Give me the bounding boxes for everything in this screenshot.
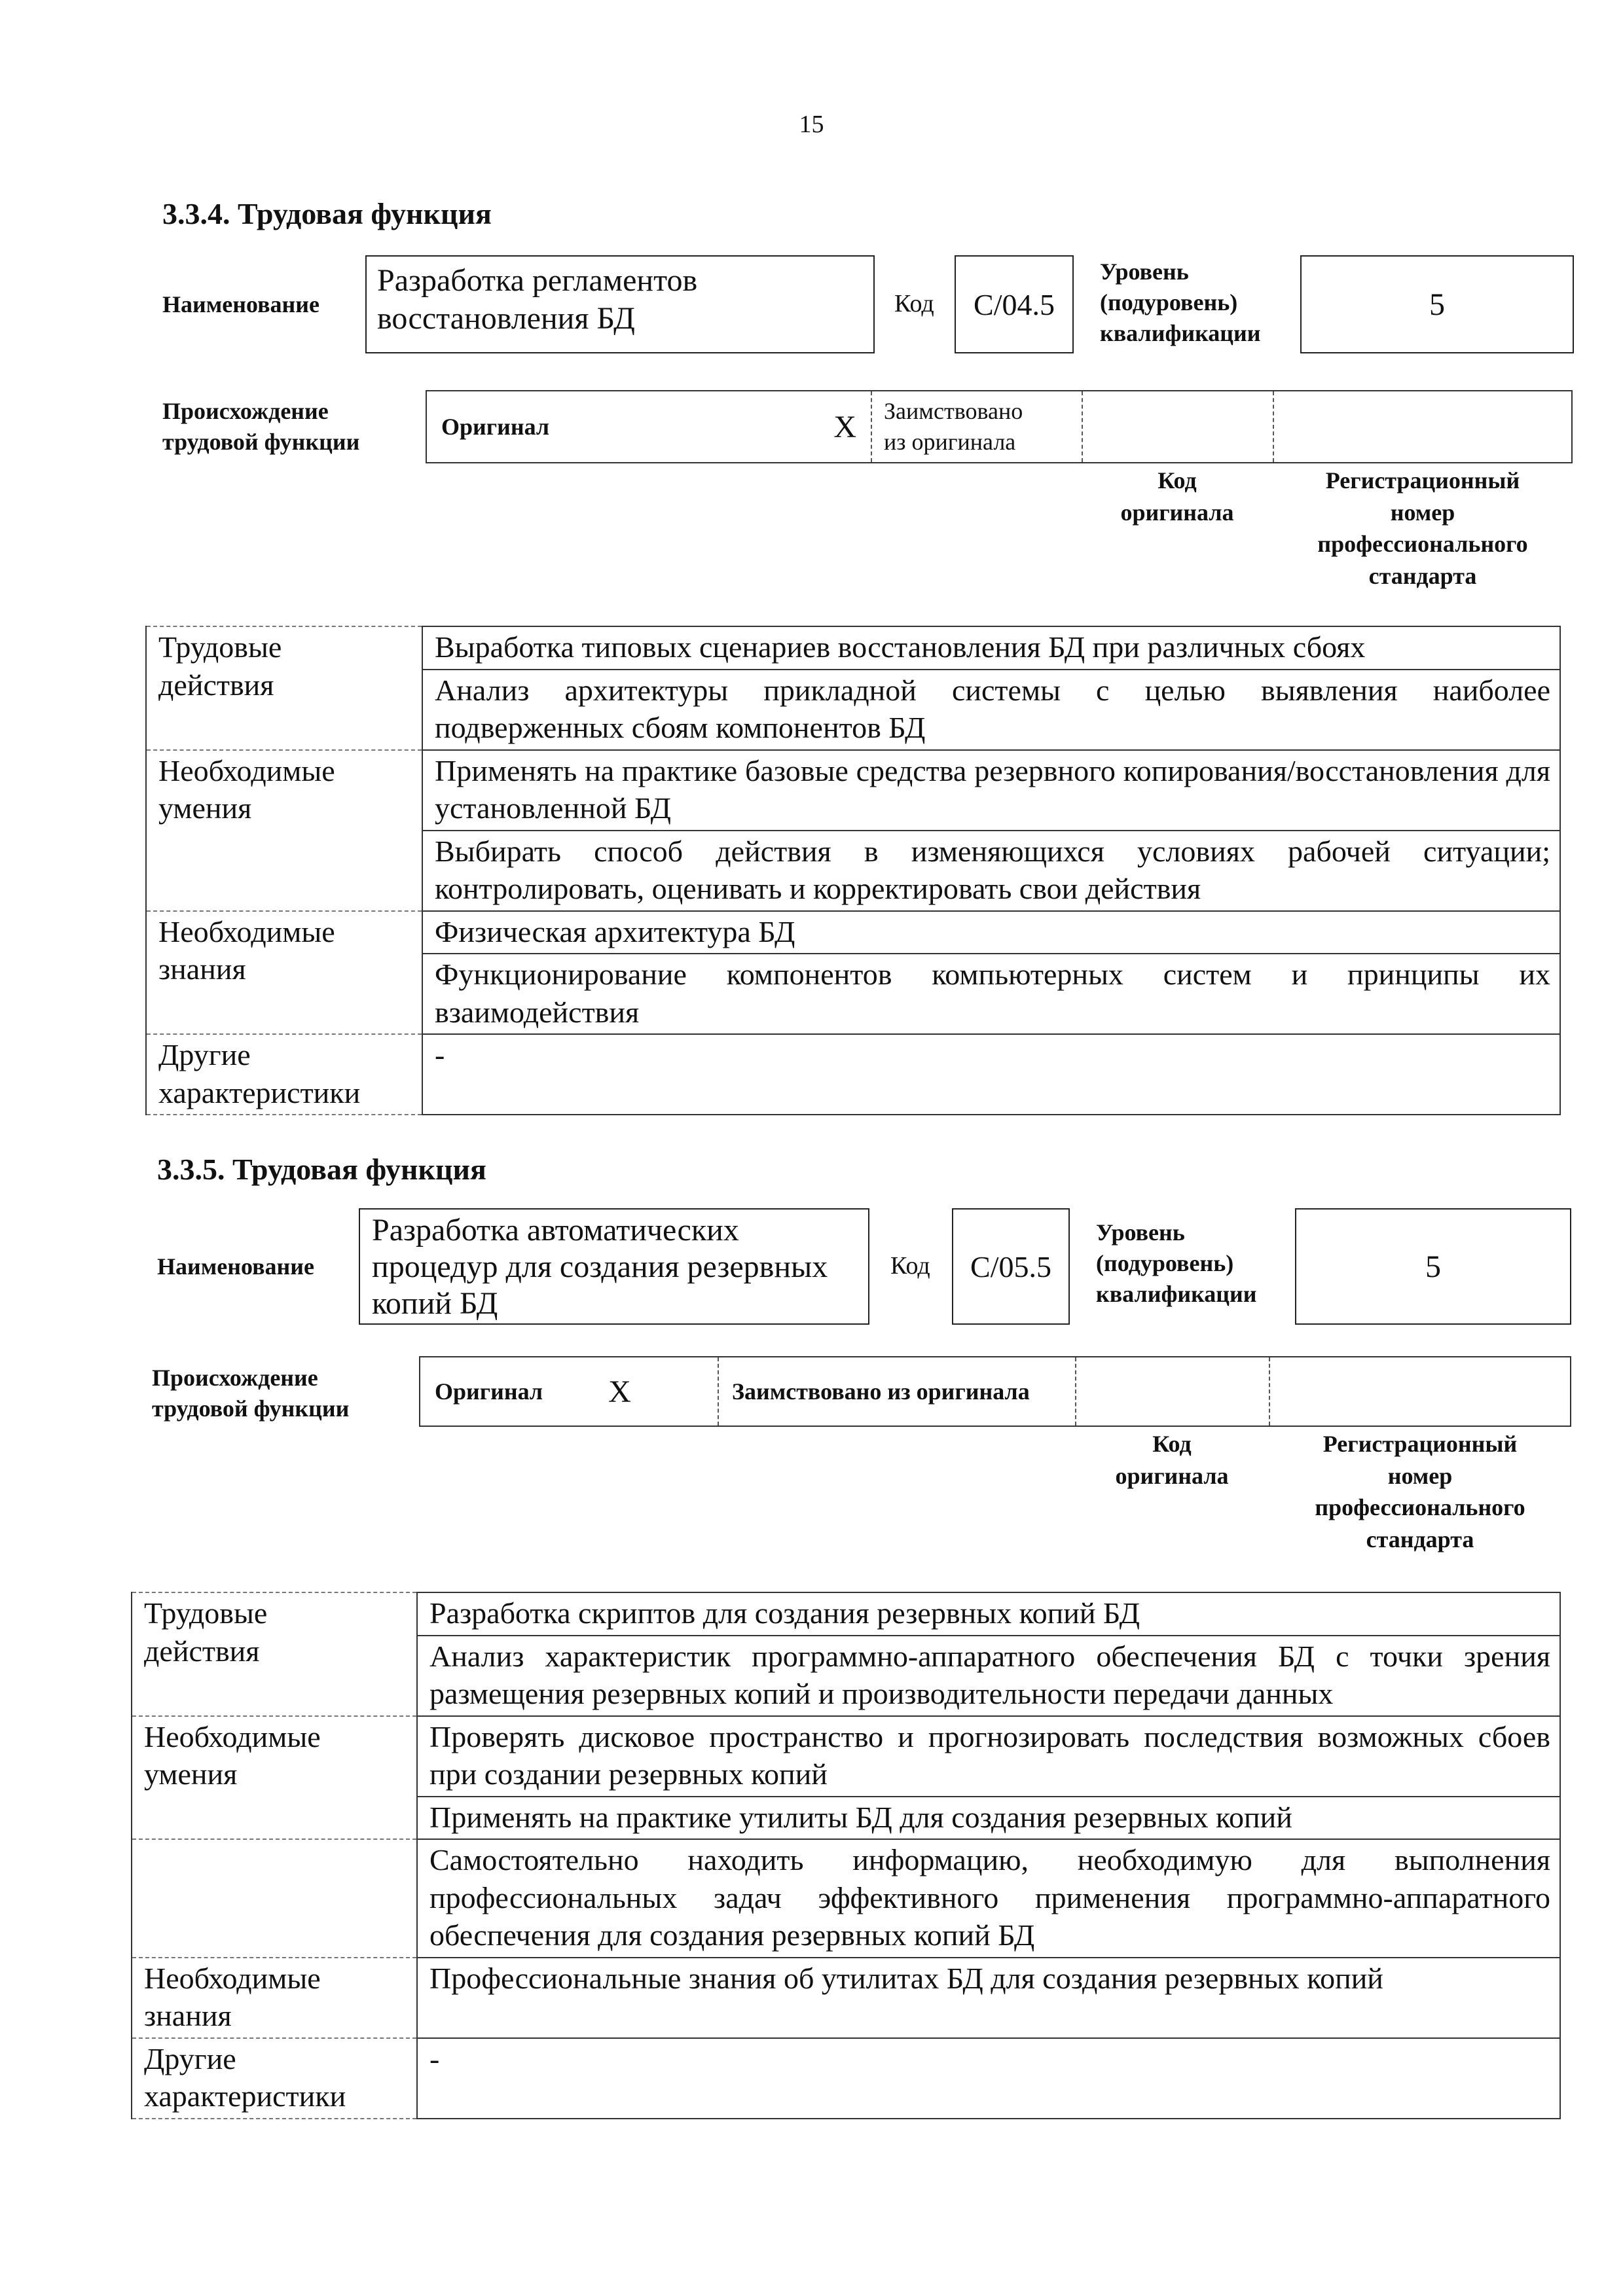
category-cell: Необходимые умения: [146, 750, 422, 911]
origin-original: Оригинал: [435, 1378, 543, 1405]
origin-borrowed: Заимствовано из оригинала: [719, 1357, 1076, 1426]
table-row: [132, 1839, 1560, 1958]
table-row: [132, 1592, 1560, 1636]
item-cell: Анализ характеристик программно-аппаратного обеспечения БД с точки зрения размещения резервных копий и производительности передачи данных: [417, 1636, 1560, 1716]
item-cell: -: [417, 2038, 1560, 2119]
table-row: [132, 2038, 1560, 2119]
category-cell: Необходимые знания: [146, 911, 422, 1035]
item-cell: Физическая архитектура БД: [422, 911, 1560, 954]
origin-row: [419, 1356, 1571, 1427]
page-number: 15: [799, 111, 824, 138]
reg-number-caption: Регистрационный номер профессионального стандарта: [1317, 467, 1528, 589]
qualification-level-value: 5: [1295, 1208, 1571, 1325]
category-cell: Другие характеристики: [146, 1034, 422, 1115]
category-cell: Трудовые действия: [132, 1592, 417, 1716]
item-cell: -: [422, 1034, 1560, 1115]
item-cell: Функционирование компонентов компьютерных систем и принципы их взаимодействия: [422, 954, 1560, 1034]
code-value: C/05.5: [952, 1208, 1070, 1325]
qualification-level-value: 5: [1300, 255, 1574, 353]
item-cell: Применять на практике базовые средства резервного копирования/восстановления для установленной БД: [422, 750, 1560, 831]
table-row: [146, 750, 1560, 831]
origin-label: Происхождение трудовой функции: [162, 398, 360, 455]
code-original-caption: Код оригинала: [1120, 467, 1234, 526]
code-label: Код: [890, 1252, 930, 1280]
category-cell: Необходимые умения: [132, 1716, 417, 1840]
origin-original: Оригинал: [441, 413, 550, 440]
item-cell: Анализ архитектуры прикладной системы с целью выявления наиболее подверженных сбоям компонентов БД: [422, 670, 1560, 750]
name-value: Разработка автоматических процедур для создания резервных копий БД: [359, 1208, 869, 1325]
item-cell: Разработка скриптов для создания резервных копий БД: [417, 1592, 1560, 1636]
function-table: [131, 1592, 1561, 2119]
origin-reg-cell: [1274, 391, 1571, 462]
name-label: Наименование: [157, 1253, 314, 1280]
origin-label: Происхождение трудовой функции: [152, 1365, 350, 1422]
section-title: 3.3.5. Трудовая функция: [157, 1153, 486, 1186]
code-original-caption: Код оригинала: [1115, 1431, 1229, 1489]
table-row: [132, 1958, 1560, 2038]
table-row: [146, 911, 1560, 954]
table-row: [146, 1034, 1560, 1115]
origin-code-cell: [1083, 391, 1274, 462]
item-cell: Выбирать способ действия в изменяющихся условиях рабочей ситуации; контролировать, оценивать и корректировать свои действия: [422, 831, 1560, 911]
reg-number-caption: Регистрационный номер профессионального стандарта: [1315, 1431, 1525, 1552]
category-cell: [132, 1839, 417, 1958]
origin-borrowed: Заимствовано из оригинала: [872, 391, 1083, 462]
origin-row: [426, 390, 1573, 463]
category-cell: Трудовые действия: [146, 626, 422, 750]
qualification-level-label: Уровень (подуровень) квалификации: [1100, 259, 1261, 346]
item-cell: Проверять дисковое пространство и прогнозировать последствия возможных сбоев при создании резервных копий: [417, 1716, 1560, 1797]
origin-mark: X: [608, 1374, 631, 1409]
category-cell: Необходимые знания: [132, 1958, 417, 2038]
qualification-level-label: Уровень (подуровень) квалификации: [1096, 1219, 1257, 1307]
table-row: [146, 626, 1560, 670]
origin-reg-cell: [1270, 1357, 1570, 1426]
origin-mark: X: [833, 409, 856, 444]
origin-code-cell: [1076, 1357, 1270, 1426]
code-label: Код: [894, 290, 934, 318]
item-cell: Применять на практике утилиты БД для создания резервных копий: [417, 1797, 1560, 1840]
function-table: [145, 626, 1561, 1115]
code-value: C/04.5: [955, 255, 1074, 353]
section-title: 3.3.4. Трудовая функция: [162, 197, 492, 230]
name-value: Разработка регламентов восстановления БД: [365, 255, 875, 353]
item-cell: Самостоятельно находить информацию, необходимую для выполнения профессиональных задач эффективного применения программно-аппаратного обеспечения для создания резервных копий БД: [417, 1839, 1560, 1958]
item-cell: Профессиональные знания об утилитах БД для создания резервных копий: [417, 1958, 1560, 2038]
category-cell: Другие характеристики: [132, 2038, 417, 2119]
item-cell: Выработка типовых сценариев восстановления БД при различных сбоях: [422, 626, 1560, 670]
table-row: [132, 1716, 1560, 1797]
name-label: Наименование: [162, 291, 319, 317]
